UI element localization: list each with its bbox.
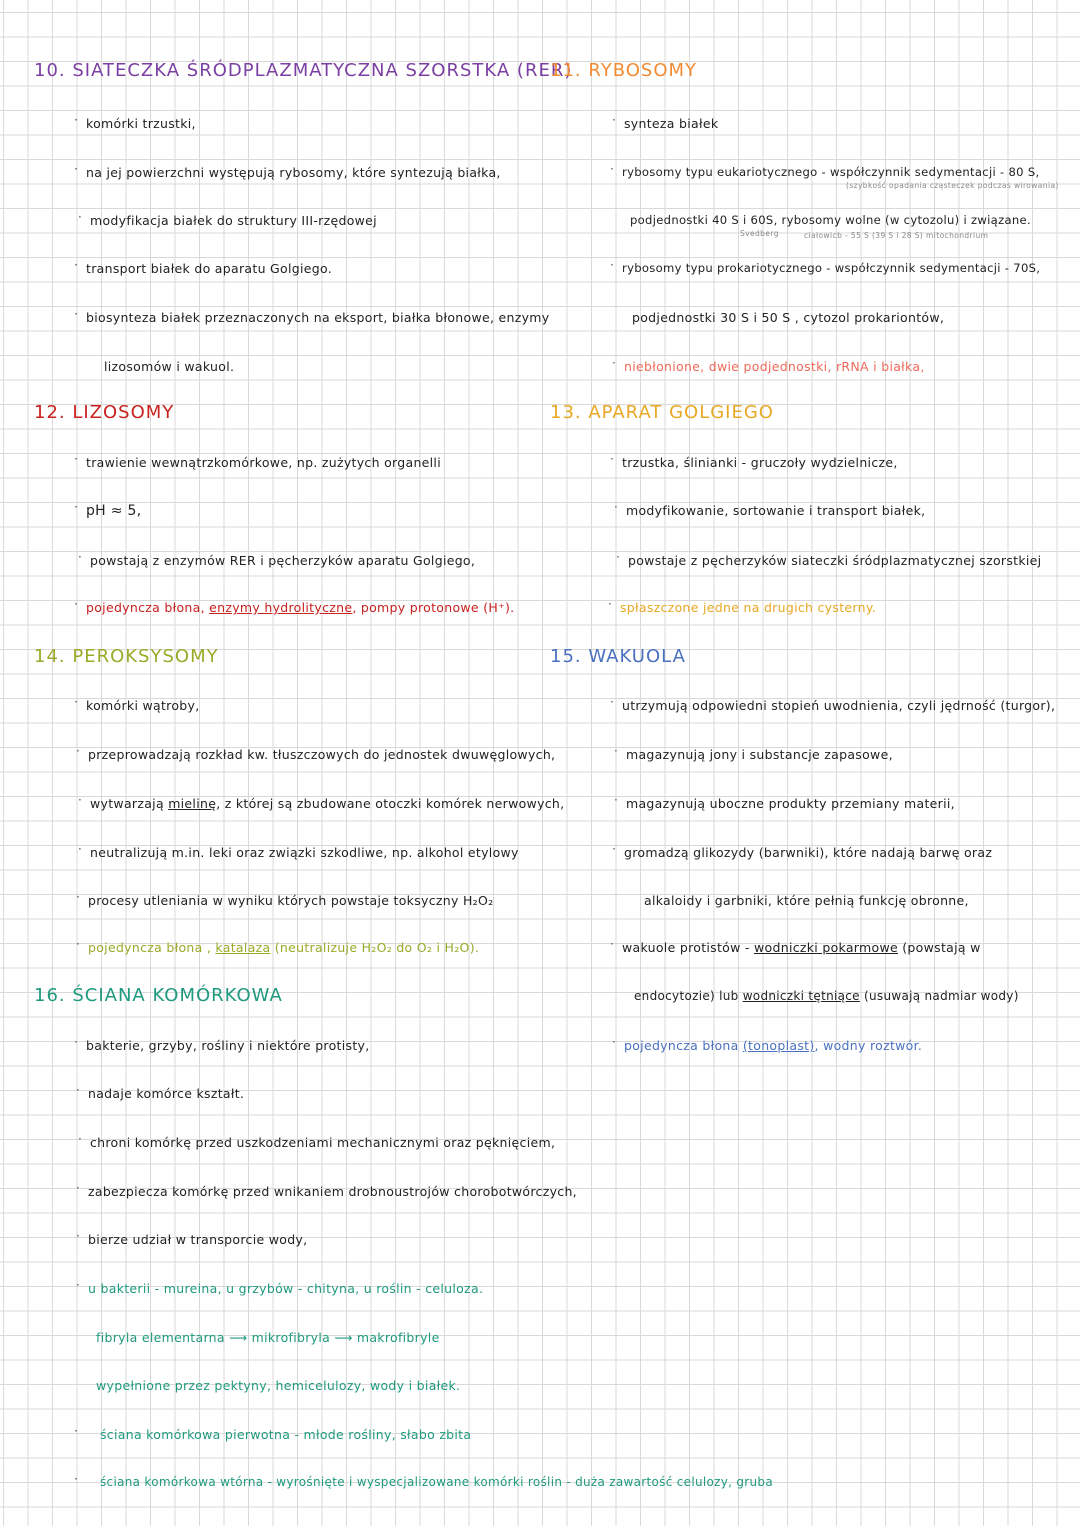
per-item-2: · przeprowadzają rozkład kw. tłuszczowych do jednostek dwuwęglowych, bbox=[76, 744, 556, 762]
heading-peroksysomy: 14. PEROKSYSOMY bbox=[34, 646, 219, 667]
sci-item-6: · u bakterii - mureina, u grzybów - chityna, u roślin - celuloza. bbox=[76, 1278, 484, 1296]
liz-item-2: · pH ≈ 5, bbox=[74, 500, 142, 519]
liz-item-1: · trawienie wewnątrzkomórkowe, np. zużytych organelli bbox=[74, 452, 441, 470]
heading-rer: 10. SIATECZKA ŚRÓDPLAZMATYCZNA SZORSTKA (RER) bbox=[34, 60, 573, 81]
tonoplast: (tonoplast) bbox=[742, 1038, 815, 1053]
rer-item-1: · komórki trzustki, bbox=[74, 113, 196, 131]
ryb-item-4: · rybosomy typu prokariotycznego - współczynnik sedymentacji - 70S, bbox=[610, 258, 1041, 275]
enzymy-hydrolityczne: enzymy hydrolityczne bbox=[209, 600, 353, 615]
gol-item-3: · powstaje z pęcherzyków siateczki śródplazmatycznej szorstkiej bbox=[616, 550, 1042, 568]
per-item-5: · procesy utleniania w wyniku których powstaje toksyczny H₂O₂ bbox=[76, 890, 494, 908]
ryb-note-2: Svedberg bbox=[740, 229, 779, 238]
heading-golgi: 13. APARAT GOLGIEGO bbox=[550, 402, 774, 423]
katalaza: katalaza bbox=[215, 940, 271, 955]
wak-item-1: · utrzymują odpowiedni stopień uwodnienia, czyli jędrność (turgor), bbox=[610, 695, 1056, 713]
gol-item-1: · trzustka, ślinianki - gruczoły wydzielnicze, bbox=[610, 452, 898, 470]
sci-item-5: · bierze udział w transporcie wody, bbox=[76, 1229, 308, 1247]
sci-item-3: · chroni komórkę przed uszkodzeniami mechanicznymi oraz pęknięciem, bbox=[78, 1132, 556, 1150]
wak-item-7: endocytozie) lub wodniczki tętniące (usuwają nadmiar wody) bbox=[634, 989, 1019, 1003]
heading-rybosomy: 11. RYBOSOMY bbox=[550, 60, 698, 81]
per-item-1: · komórki wątroby, bbox=[74, 695, 200, 713]
sci-item-10: · ściana komórkowa wtórna - wyrośnięte i wyspecjalizowane komórki roślin - duża zawartość celulozy, gruba bbox=[74, 1472, 773, 1489]
ryb-item-5: podjednostki 30 S i 50 S , cytozol prokariontów, bbox=[632, 310, 945, 325]
sci-item-2: · nadaje komórce kształt. bbox=[76, 1083, 245, 1101]
rer-item-4: · transport białek do aparatu Golgiego. bbox=[74, 258, 332, 276]
rer-item-3: · modyfikacja białek do struktury III-rzędowej bbox=[78, 210, 377, 228]
liz-item-3: · powstają z enzymów RER i pęcherzyków aparatu Golgiego, bbox=[78, 550, 476, 568]
heading-lizosomy: 12. LIZOSOMY bbox=[34, 402, 175, 423]
ryb-note-3: ciałowicb - 55 S (39 S i 28 S) mitochondrium bbox=[804, 231, 989, 240]
gol-item-4: · spłaszczone jedne na drugich cysterny. bbox=[608, 597, 877, 615]
sci-item-9: · ściana komórkowa pierwotna - młode rośliny, słabo zbita bbox=[74, 1424, 472, 1442]
ryb-note-1: (szybkość opadania cząsteczek podczas wirowania) bbox=[846, 181, 1059, 190]
wak-item-5: alkaloidy i garbniki, które pełnią funkcję obronne, bbox=[644, 893, 969, 908]
sci-item-8: wypełnione przez pektyny, hemicelulozy, wody i białek. bbox=[96, 1378, 461, 1393]
rer-item-6: lizosomów i wakuol. bbox=[104, 359, 235, 374]
wak-item-8: · pojedyncza błona (tonoplast), wodny roztwór. bbox=[612, 1035, 923, 1053]
sci-item-4: · zabezpiecza komórkę przed wnikaniem drobnoustrojów chorobotwórczych, bbox=[76, 1181, 577, 1199]
sci-item-7: fibryla elementarna ⟶ mikrofibryla ⟶ makrofibryle bbox=[96, 1330, 440, 1345]
per-item-3: · wytwarzają mielinę, z której są zbudowane otoczki komórek nerwowych, bbox=[78, 793, 565, 811]
wak-item-3: · magazynują uboczne produkty przemiany materii, bbox=[614, 793, 955, 811]
wak-item-4: · gromadzą glikozydy (barwniki), które nadają barwę oraz bbox=[612, 842, 993, 860]
rer-item-5: · biosynteza białek przeznaczonych na eksport, białka błonowe, enzymy bbox=[74, 307, 550, 325]
ryb-item-2: · rybosomy typu eukariotycznego - współczynnik sedymentacji - 80 S, bbox=[610, 162, 1040, 179]
ryb-item-1: · synteza białek bbox=[612, 113, 719, 131]
per-item-4: · neutralizują m.in. leki oraz związki szkodliwe, np. alkohol etylowy bbox=[78, 842, 519, 860]
gol-item-2: · modyfikowanie, sortowanie i transport białek, bbox=[614, 500, 926, 518]
ryb-item-6: · niebłonione, dwie podjednostki, rRNA i białka, bbox=[612, 356, 925, 374]
wak-item-2: · magazynują jony i substancje zapasowe, bbox=[614, 744, 893, 762]
liz-item-4: · pojedyncza błona, enzymy hydrolityczne, pompy protonowe (H⁺). bbox=[74, 597, 515, 615]
heading-wakuola: 15. WAKUOLA bbox=[550, 646, 686, 667]
ryb-item-3: podjednostki 40 S i 60S, rybosomy wolne (w cytozolu) i związane. bbox=[630, 213, 1031, 227]
heading-sciana: 16. ŚCIANA KOMÓRKOWA bbox=[34, 985, 283, 1006]
per-item-6: · pojedyncza błona , katalaza (neutralizuje H₂O₂ do O₂ i H₂O). bbox=[76, 937, 480, 955]
rer-item-2: · na jej powierzchni występują rybosomy, które syntezują białka, bbox=[74, 162, 501, 180]
wak-item-6: · wakuole protistów - wodniczki pokarmowe (powstają w bbox=[610, 937, 981, 955]
sci-item-1: · bakterie, grzyby, rośliny i niektóre protisty, bbox=[74, 1035, 370, 1053]
